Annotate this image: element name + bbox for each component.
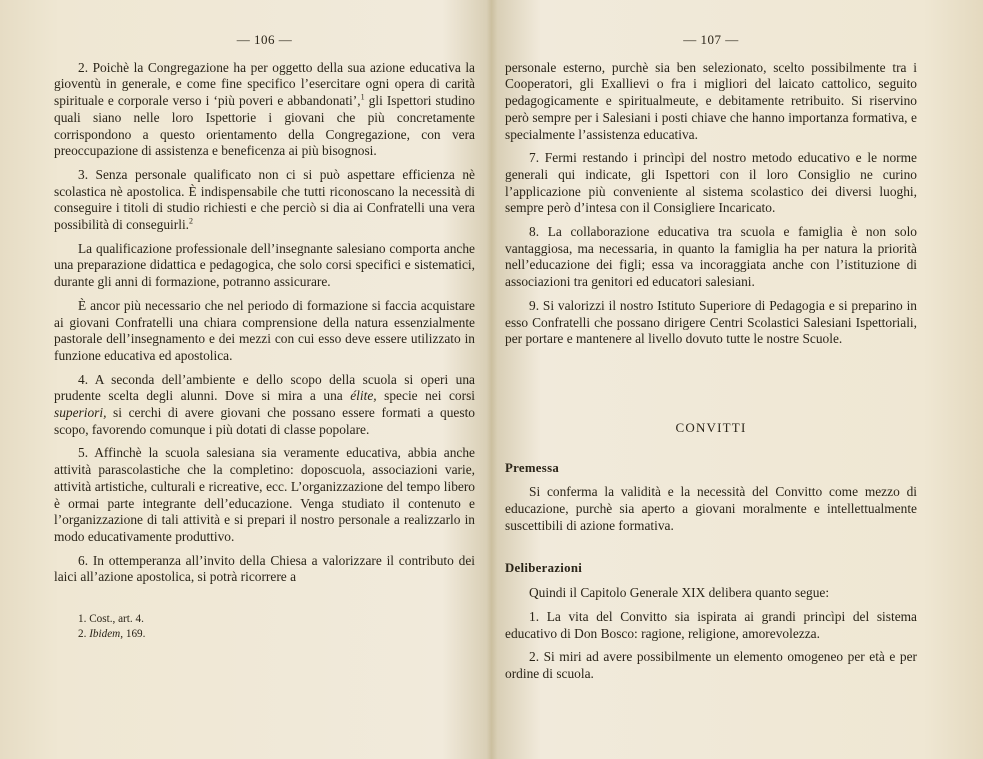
paragraph-p3	[54, 167, 475, 234]
paragraph-p6	[54, 553, 475, 586]
text-run: 7. Fermi restando i princìpi del nostro metodo educativo e le norme generali qui indicate, gli Ispettori con il loro Consiglio ne curino l’applicazione più conveniente al sistema scolastico dei diversi luoghi, sempre però d’intesa con il Consigliere Incaricato.	[505, 150, 917, 216]
text-run: 1. La vita del Convitto sia ispirata ai grandi princìpi del sistema educativo di Don Bosco: ragione, religione, amorevolezza.	[505, 608, 917, 641]
italic-text: superiori,	[54, 405, 107, 421]
text-run: 3. Senza personale qualificato non ci si può aspettare efficienza nè scolastica nè apostolica. È indispensabile che tutti riconoscano la necessità di conseguire i titoli di studio richiesti e che perciò si dia ai Confratelli una vera possibilità di conseguirli.	[54, 166, 475, 233]
paragraph-p8	[505, 224, 917, 291]
paragraph-d2	[505, 649, 917, 682]
text-run: specie nei corsi	[376, 388, 476, 404]
text-run: Quindi il Capitolo Generale XIX delibera quanto segue:	[529, 585, 830, 601]
footnote	[54, 612, 475, 627]
page-number-right: — 107 —	[683, 32, 739, 47]
paragraph-p9	[505, 298, 917, 348]
paragraph-p4	[54, 372, 475, 439]
right-page	[491, 0, 983, 759]
text-run: 9. Si valorizzi il nostro Istituto Superiore di Pedagogia e si preparino in esso Confratelli che possano dirigere Centri Scolastici Salesiani Ispettoriali, per portare e mantenere al livello dovuto tutte le nostre Scuole.	[505, 297, 917, 347]
section-title: CONVITTI	[675, 419, 747, 435]
text-run: si cerchi di avere giovani che possano essere formati a questo scopo, favorendo comunque i più dotati di classe popolare.	[54, 405, 475, 437]
paragraph-d0	[505, 585, 917, 602]
text-run: 2. Poichè la Congregazione ha per oggetto della sua azione educativa la gioventù in generale, e come fine specifico l’esercitare ogni opera di carità spirituale e corporale verso i ‘più poveri e abbandonati’,	[54, 59, 475, 109]
text-run: 169.	[123, 627, 146, 640]
text-run: Si conferma la validità e la necessità del Convitto come mezzo di educazione, purchè sia aperto a giovani moralmente e intellettualmente suscettibili di azione formativa.	[505, 484, 917, 533]
paragraph-p5	[54, 445, 475, 545]
left-page	[0, 0, 491, 759]
left-body	[54, 60, 475, 586]
footnote-ref: 2	[189, 216, 194, 226]
text-run: 6. In ottemperanza all’invito della Chiesa a valorizzare il contributo dei laici all’azione apostolica, si potrà ricorrere a	[54, 552, 475, 585]
deliberazioni-heading: Deliberazioni	[505, 561, 583, 576]
text-run: 8. La collaborazione educativa tra scuola e famiglia è non solo vantaggiosa, ma necessaria, in quanto la famiglia ha per natura la priorità nell’educazione dei figli; essa va incoraggiata anche con l’istituzione di associazioni tra genitori ed educatori salesiani.	[505, 224, 917, 290]
paragraph-p3c	[54, 298, 475, 365]
paragraph-d1	[505, 609, 917, 642]
deliberazioni-body	[505, 585, 917, 683]
paragraph-pr1	[505, 484, 917, 534]
text-run: 1. Cost., art. 4.	[78, 613, 144, 626]
italic-text: élite,	[350, 388, 377, 404]
text-run: La qualificazione professionale dell’insegnante salesiano comporta anche una preparazione didattica e pedagogica, che solo corsi specifici e sistematici, durante gli anni di formazione, potranno assicurare.	[54, 240, 475, 290]
premessa-body	[505, 484, 917, 534]
page-number-left: — 106 —	[236, 32, 293, 47]
paragraph-p7	[505, 150, 917, 217]
italic-text: Ibidem,	[89, 627, 124, 640]
footnotes	[54, 612, 475, 641]
text-run: 4. A seconda dell’ambiente e dello scopo della scuola si operi una prudente scelta degli alunni. Dove si mira a una	[54, 371, 475, 404]
text-run: 5. Affinchè la scuola salesiana sia veramente educativa, abbia anche attività parascolastiche che la completino: doposcuola, associazioni varie, attività artistiche, culturali e ricreative, ecc. L’organizzazione del tempo libero è ormai parte integrante dell’educazione. Venga studiato il contenuto e l’organizzazione di tali attività e si prepari il nostro personale a realizzarlo in modo educativamente produttivo.	[54, 445, 475, 544]
text-run: 2.	[78, 627, 90, 640]
text-run: È ancor più necessario che nel periodo di formazione si faccia acquistare ai giovani Confratelli una chiara comprensione della natura essenzialmente pastorale dell’insegnamento e dei mezzi con cui esso deve essere utilizzato in funzione educativa ed apostolica.	[54, 297, 475, 363]
footnote	[54, 627, 475, 642]
text-run: personale esterno, purchè sia ben selezionato, scelto possibilmente tra i Cooperatori, gli Exallievi o fra i migliori del laicato cattolico, seguito pedagogicamente e spiritualmeute, e debitamente retribuito. Si riservino però sempre per i Salesiani i posti chiave che hanno importanza formativa, e specialmente l’assistenza educativa.	[505, 59, 917, 142]
paragraph-p3b	[54, 241, 475, 291]
paragraph-p2	[54, 60, 475, 160]
paragraph-p6c	[505, 60, 917, 144]
text-run: 2. Si miri ad avere possibilmente un elemento omogeneo per età e per ordine di scuola.	[505, 649, 917, 681]
text-run: gli Ispettori studino quali siano nelle loro Ispettorie i giovani che più concretamente corrispondono a questo orientamento della Congregazione, con vera preoccupazione di assistenza e beneficenza ai più bisognosi.	[54, 93, 475, 159]
footnote-ref: 1	[360, 92, 365, 102]
premessa-heading: Premessa	[505, 460, 560, 475]
right-body	[505, 60, 917, 348]
